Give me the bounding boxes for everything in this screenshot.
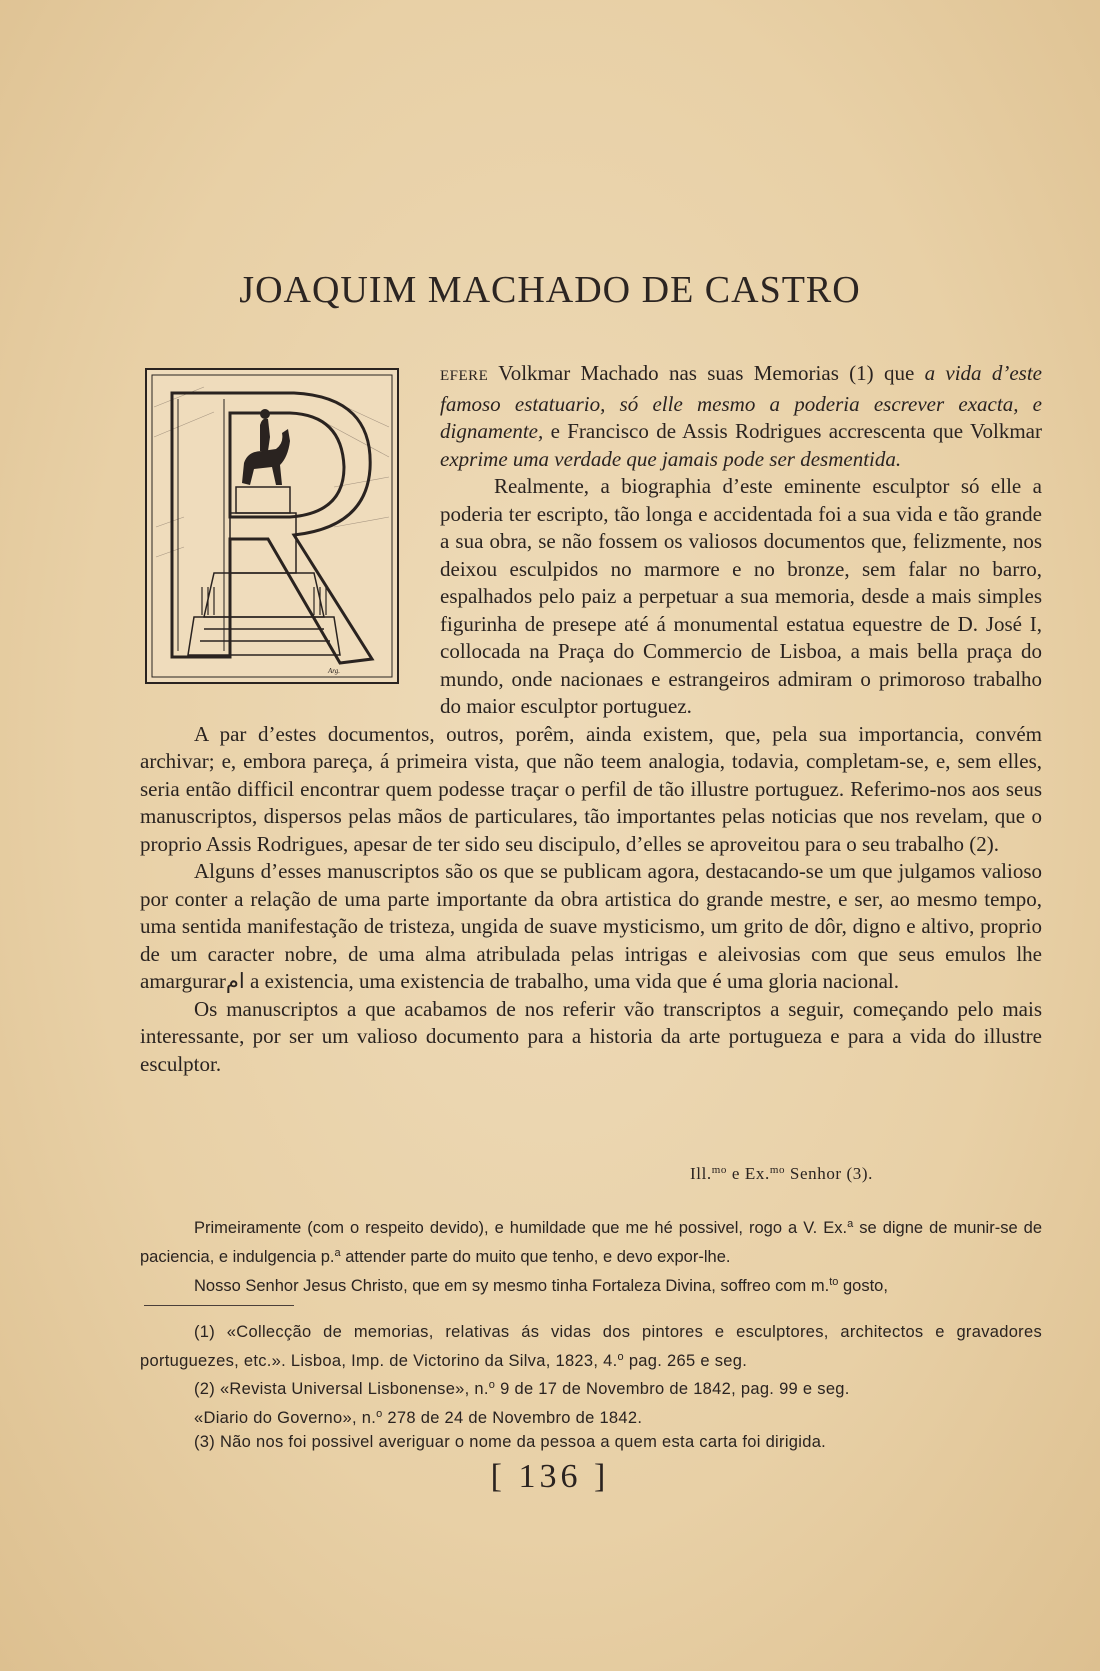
letter-text bbox=[140, 1212, 1042, 1299]
footnote-1: (1) «Collecção de memorias, relativas ás vidas dos pintores e esculptores, architectos e gravadores portuguezes, etc.». Lisboa, Imp. de Victorino da Silva, 1823, 4.$^o$ pag. 265 e seg. bbox=[140, 1323, 1042, 1370]
p1-text-a: Volkmar Machado nas suas Memorias (1) que bbox=[488, 361, 925, 385]
p1-quote-a: a vida d’este famoso estatuario, só elle mesmo a poderia escrever exacta, e dignamente, bbox=[440, 361, 1042, 443]
letter-salutation: Ill.$^{mo}$ e Ex.$^{mo}$ Senhor (3). bbox=[690, 1164, 874, 1183]
paragraph-4: Alguns d’esses manuscriptos são os que se publicam agora, destacando-se um que julgamos valioso por conter a relação de uma parte importante da obra artistica do grande mestre, e ser, ao mesmo tempo, uma sentida manifestação de tristeza, ungida de suave mysticismo, um grito de dôr, digno e altivo, proprio de um caracter nobre, de uma alma atribulada pelas intrigas e aleivosias com que seus emulos lhe amargurarام a existencia, uma existencia de trabalho, uma vida que é uma gloria nacional. bbox=[140, 859, 1042, 993]
paragraph-2: Realmente, a biographia d’este eminente esculptor só elle a poderia ter escripto, tão longa e accidentada foi a sua vida e tão grande a sua obra, se não fossem os valiosos documentos que, felizmente, nos deixou esculpidos no marmore e no bronze, sem falar no barro, espalhados pelo paiz a perpetuar a sua memoria, desde a mais simples figurinha de presepe até á monumental estatua equestre de D. José I, collocada na Praça do Commercio de Lisboa, a mais bella praça do mundo, onde nacionaes e estrangeiros admiram o primoroso trabalho do maior esculptor portuguez. bbox=[440, 474, 1042, 718]
footnote-3: (3) Não nos foi possivel averiguar o nome da pessoa a quem esta carta foi dirigida. bbox=[194, 1433, 827, 1451]
svg-text:Arg.: Arg. bbox=[328, 667, 340, 675]
footnote-2: (2) «Revista Universal Lisbonense», n.$^o$ 9 de 17 de Novembro de 1842, pag. 99 e seg. bbox=[194, 1379, 850, 1398]
paragraph-5: Os manuscriptos a que acabamos de nos referir vão transcriptos a seguir, começando pelo mais interessante, por ser um valioso documento para a historia da arte portugueza e para a vida do illustre esculptor. bbox=[140, 996, 1042, 1076]
article-body bbox=[140, 360, 1042, 1078]
footnote-divider bbox=[144, 1305, 294, 1306]
p1-quote-b: exprime uma verdade que jamais pode ser desmentida. bbox=[440, 446, 902, 471]
paragraph-3: A par d’estes documentos, outros, porêm, ainda existem, que, pela sua importancia, convém archivar; e, embora pareça, á primeira vista, que não teem analogia, todavia, completam-se, e, sem elles, seria então difficil encontrar quem podesse traçar o perfil de tão illustre portuguez. Referimo-nos aos seus manuscriptos, dispersos pelas mãos de particulares, tão importantes pelas noticias que nos revelam, que o proprio Assis Rodrigues, apesar de ter sido seu discipulo, d’elles se aproveitou para o seu trabalho (2). bbox=[140, 721, 1042, 856]
page-number: [ 136 ] bbox=[490, 1458, 610, 1495]
footnotes bbox=[140, 1320, 1042, 1455]
letter-line-2: Nosso Senhor Jesus Christo, que em sy mesmo tinha Fortaleza Divina, soffreo com m.$^{to}$ gosto, bbox=[194, 1276, 888, 1295]
dropcap-continuation: EFERE bbox=[440, 368, 489, 384]
p1-text-c: e Francisco de Assis Rodrigues accrescenta que Volkmar bbox=[543, 419, 1042, 443]
letter-line-1: Primeiramente (com o respeito devido), e humildade que me hé possivel, rogo a V. Ex.$^a$ se digne de munir-se de paciencia, e indulgencia p.$^a$ attender parte do muito que tenho, e devo expor-lhe. bbox=[140, 1218, 1042, 1266]
page-title: JOAQUIM MACHADO DE CASTRO bbox=[239, 269, 861, 311]
footnote-2-cont: «Diario do Governo», n.$^o$ 278 de 24 de Novembro de 1842. bbox=[194, 1407, 643, 1427]
